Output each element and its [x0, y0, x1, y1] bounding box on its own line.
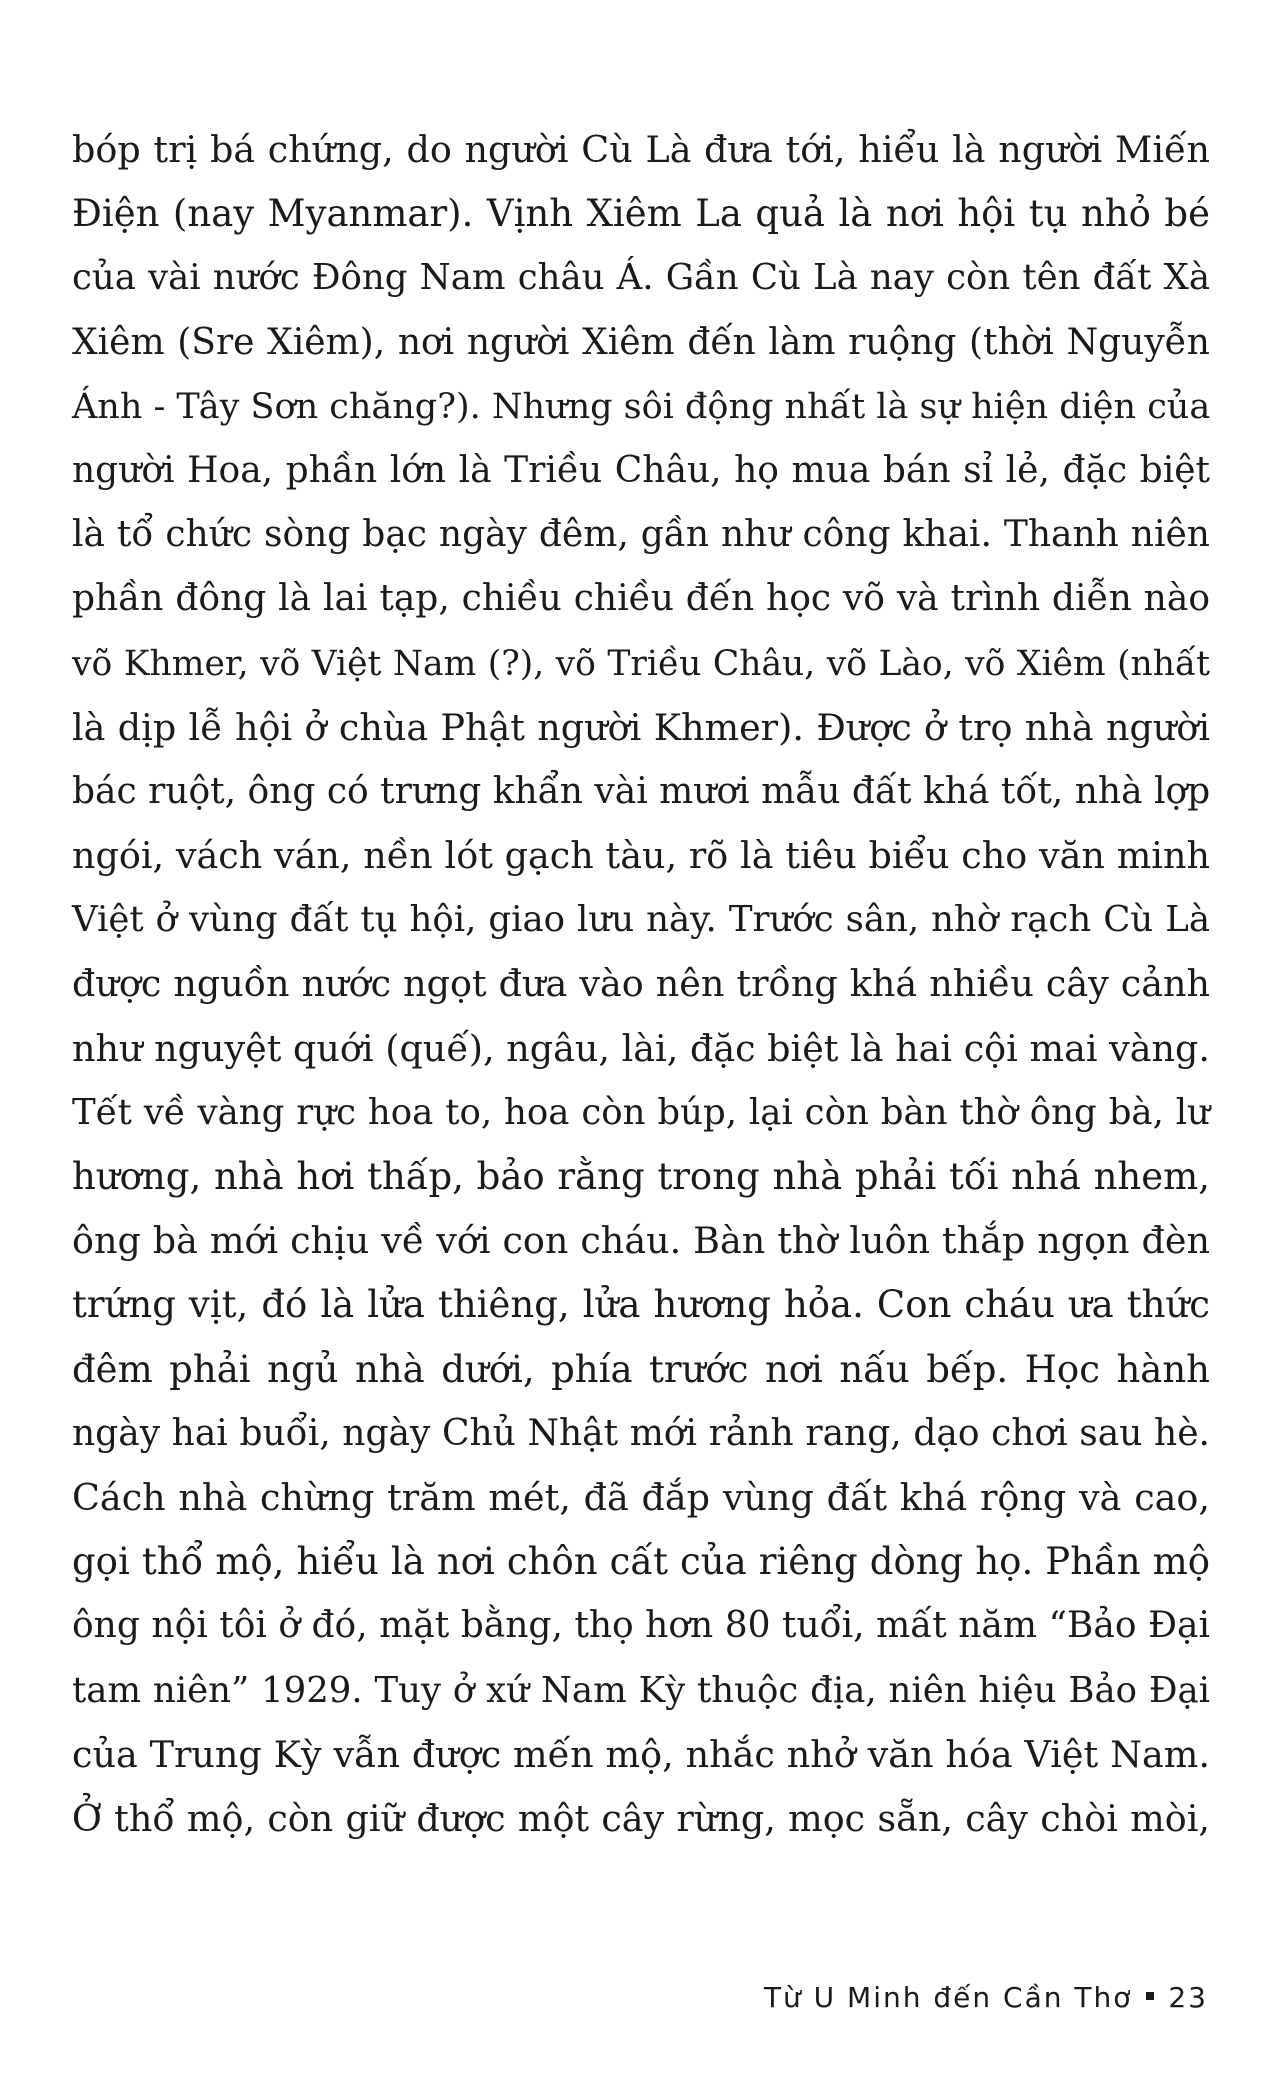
text-line: Ở thổ mộ, còn giữ được một cây rừng, mọc sẵn, cây chòi mòi,	[72, 1796, 1210, 1840]
text-line: ông nội tôi ở đó, mặt bằng, thọ hơn 80 tuổi, mất năm “Bảo Đại	[72, 1605, 1210, 1647]
running-title: Từ U Minh đến Cần Thơ	[763, 1981, 1133, 2014]
text-line: Cách nhà chừng trăm mét, đã đắp vùng đất khá rộng và cao,	[72, 1475, 1210, 1519]
text-line: hương, nhà hơi thấp, bảo rằng trong nhà phải tối nhá nhem,	[72, 1155, 1210, 1198]
text-line: như nguyệt quới (quế), ngâu, lài, đặc biệt là hai cội mai vàng.	[72, 1026, 1210, 1070]
text-line: Xiêm (Sre Xiêm), nơi người Xiêm đến làm ruộng (thời Nguyễn	[72, 321, 1210, 363]
page-footer	[764, 1980, 1208, 2016]
page-number: 23	[1168, 1981, 1208, 2014]
text-line: ngói, vách ván, nền lót gạch tàu, rõ là tiêu biểu cho văn minh	[72, 834, 1210, 878]
text-line: gọi thổ mộ, hiểu là nơi chôn cất của riêng dòng họ. Phần mộ	[72, 1540, 1210, 1584]
body-text	[72, 118, 1210, 1851]
text-line: Tết về vàng rực hoa to, hoa còn búp, lại còn bàn thờ ông bà, lư	[72, 1091, 1210, 1133]
text-line: phần đông là lai tạp, chiều chiều đến học võ và trình diễn nào	[72, 578, 1210, 620]
separator-square-icon	[1146, 1992, 1154, 2000]
text-line: võ Khmer, võ Việt Nam (?), võ Triều Châu, võ Lào, võ Xiêm (nhất	[72, 643, 1210, 684]
text-line: Điện (nay Myanmar). Vịnh Xiêm La quả là nơi hội tụ nhỏ bé	[72, 192, 1210, 236]
text-line: Ánh - Tây Sơn chăng?). Nhưng sôi động nhất là sự hiện diện của	[72, 386, 1211, 427]
text-line: người Hoa, phần lớn là Triều Châu, họ mua bán sỉ lẻ, đặc biệt	[72, 449, 1210, 491]
text-line: bóp trị bá chứng, do người Cù Là đưa tới, hiểu là người Miến	[72, 128, 1210, 171]
text-line: tam niên” 1929. Tuy ở xứ Nam Kỳ thuộc địa, niên hiệu Bảo Đại	[72, 1669, 1210, 1711]
text-line: đêm phải ngủ nhà dưới, phía trước nơi nấu bếp. Học hành	[72, 1347, 1210, 1391]
text-line: bác ruột, ông có trưng khẩn vài mươi mẫu đất khá tốt, nhà lợp	[72, 770, 1211, 812]
text-line: Việt ở vùng đất tụ hội, giao lưu này. Trước sân, nhờ rạch Cù Là	[72, 899, 1210, 941]
text-line: ngày hai buổi, ngày Chủ Nhật mới rảnh rang, dạo chơi sau hè.	[72, 1412, 1210, 1454]
text-line: trứng vịt, đó là lửa thiêng, lửa hương hỏa. Con cháu ưa thức	[72, 1283, 1210, 1327]
text-line: ông bà mới chịu về với con cháu. Bàn thờ luôn thắp ngọn đèn	[72, 1219, 1210, 1263]
text-line: của Trung Kỳ vẫn được mến mộ, nhắc nhở văn hóa Việt Nam.	[72, 1732, 1210, 1776]
text-line: là dịp lễ hội ở chùa Phật người Khmer). Được ở trọ nhà người	[72, 705, 1210, 749]
text-line: được nguồn nước ngọt đưa vào nên trồng khá nhiều cây cảnh	[72, 962, 1210, 1006]
text-line: là tổ chức sòng bạc ngày đêm, gần như công khai. Thanh niên	[72, 514, 1210, 556]
text-line: của vài nước Đông Nam châu Á. Gần Cù Là nay còn tên đất Xà	[72, 257, 1210, 299]
